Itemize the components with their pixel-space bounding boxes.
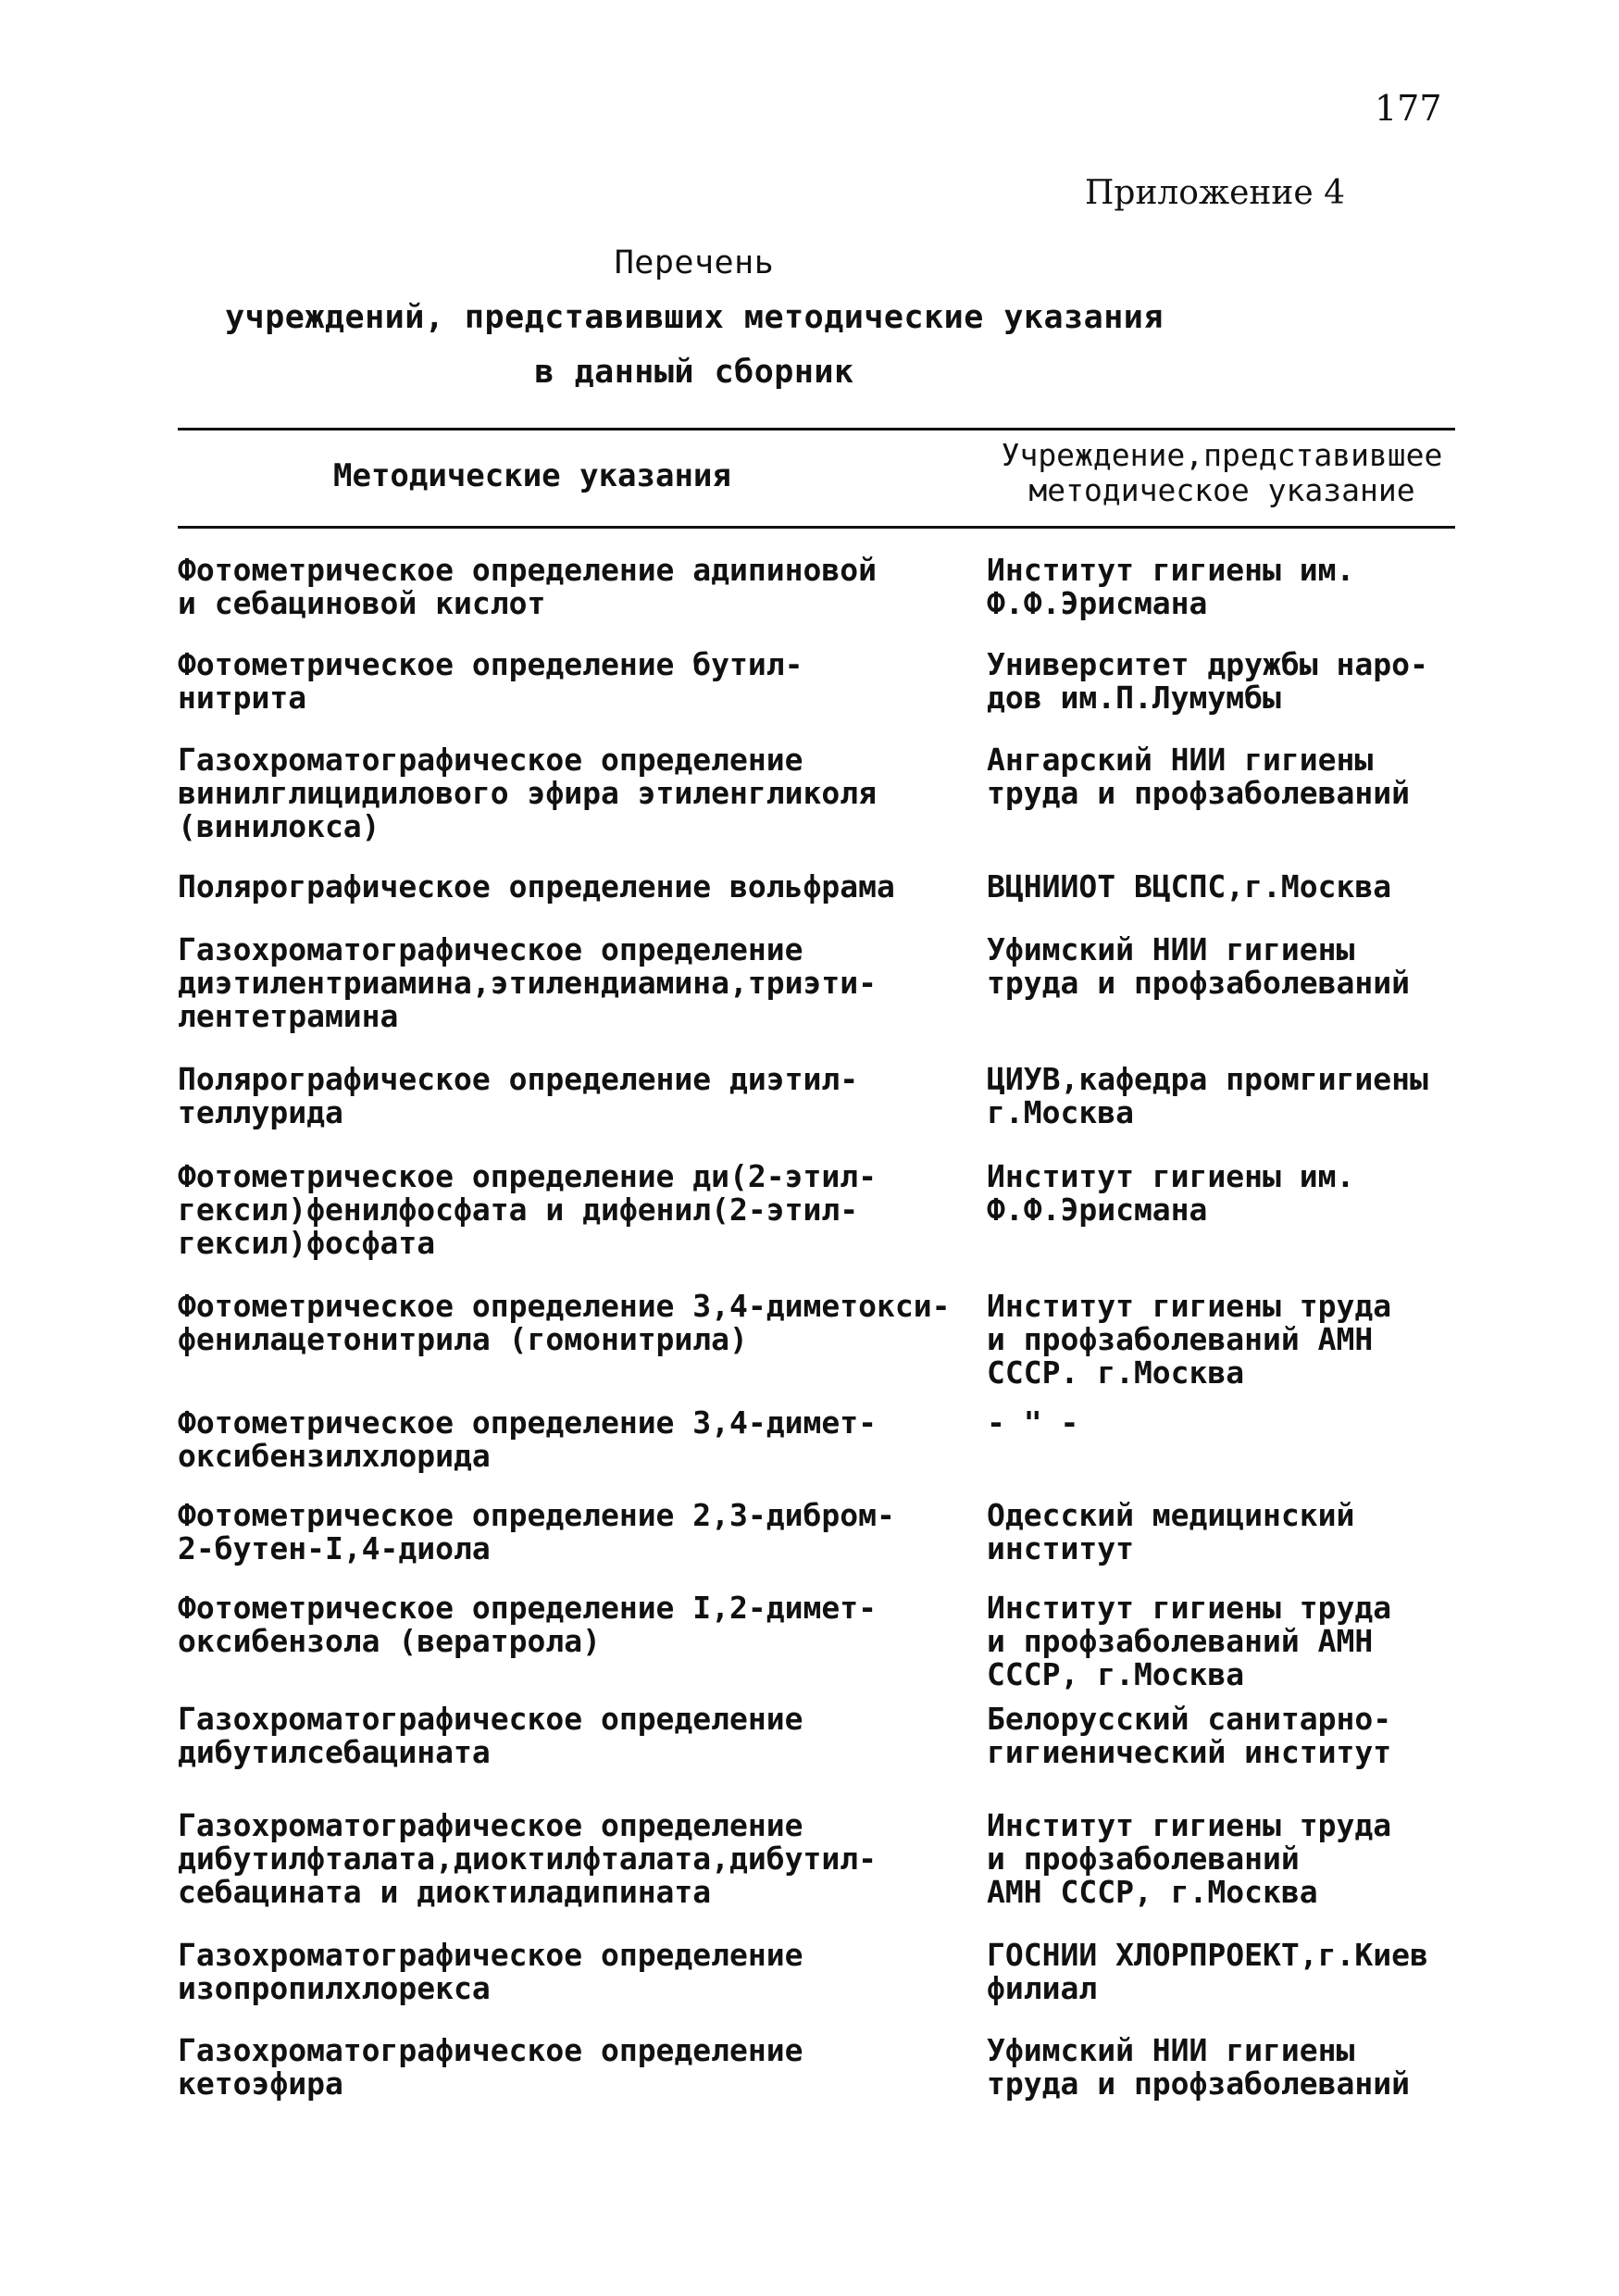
table-row (178, 1406, 1464, 1499)
institution-cell: Институт гигиены им. Ф.Ф.Эрисмана (987, 552, 1355, 621)
table-row (178, 1063, 1464, 1160)
table-row (178, 648, 1464, 743)
column-header-institution (981, 438, 1463, 508)
table-row (178, 2034, 1464, 2108)
table-row (178, 1160, 1464, 1290)
institution-cell: Институт гигиены труда и профзаболеваний АМН СССР, г.Москва (987, 1590, 1392, 1692)
table-row (178, 870, 1464, 933)
method-cell: Газохроматографическое определение кетоэфира (178, 2032, 803, 2102)
table-header-rule (178, 526, 1455, 529)
title-line-1: Перечень (614, 244, 775, 281)
method-cell: Газохроматографическое определение винилглицидилового эфира этиленгликоля (винилокса) (178, 742, 877, 844)
method-cell: Фотометрическое определение 2,3-дибром- 2-бутен-I,4-диола (178, 1497, 895, 1566)
institution-cell: Университет дружбы наро- дов им.П.Лумумбы (987, 646, 1428, 716)
method-cell: Полярографическое определение диэтил- теллурида (178, 1061, 859, 1130)
title-line-2: учреждений, представивших методические указания (225, 299, 1164, 336)
document-title (139, 236, 1250, 400)
method-cell: Фотометрическое определение I,2-димет- оксибензола (вератрола) (178, 1590, 877, 1659)
institution-cell: - " - (987, 1404, 1079, 1441)
institution-cell: Институт гигиены труда и профзаболеваний АМН СССР, г.Москва (987, 1807, 1392, 1910)
method-cell: Полярографическое определение вольфрама (178, 868, 895, 905)
table-row (178, 554, 1464, 648)
method-cell: Фотометрическое определение адипиновой и себациновой кислот (178, 552, 877, 621)
institution-cell: Белорусский санитарно- гигиенический институт (987, 1701, 1392, 1770)
column-header-institution-line-2: методическое указание (1028, 472, 1415, 508)
table-row (178, 1809, 1464, 1939)
institution-cell: ГОСНИИ ХЛОРПРОЕКТ,г.Киев филиал (987, 1937, 1428, 2006)
institution-cell: Уфимский НИИ гигиены труда и профзаболеваний (987, 2032, 1410, 2102)
table-row (178, 743, 1464, 870)
title-line-3: в данный сборник (534, 354, 854, 391)
table-row (178, 1939, 1464, 2034)
institution-cell: Одесский медицинский институт (987, 1497, 1355, 1566)
page-number: 177 (1375, 88, 1442, 129)
table-row (178, 1703, 1464, 1809)
method-cell: Фотометрическое определение бутил- нитрита (178, 646, 803, 716)
method-cell: Фотометрическое определение ди(2-этил- гексил)фенилфосфата и дифенил(2-этил- гексил)фосфата (178, 1158, 877, 1261)
table-row (178, 1591, 1464, 1703)
column-header-institution-line-1: Учреждение,представившее (1001, 437, 1443, 473)
institution-cell: Уфимский НИИ гигиены труда и профзаболеваний (987, 931, 1410, 1001)
institution-cell: Институт гигиены им. Ф.Ф.Эрисмана (987, 1158, 1355, 1228)
table-body (178, 554, 1464, 2108)
method-cell: Газохроматографическое определение изопропилхлорекса (178, 1937, 803, 2006)
institution-cell: ЦИУВ,кафедра промгигиены г.Москва (987, 1061, 1428, 1130)
method-cell: Газохроматографическое определение дибутилсебацината (178, 1701, 803, 1770)
table-row (178, 1290, 1464, 1406)
institution-cell: Ангарский НИИ гигиены труда и профзаболеваний (987, 742, 1410, 811)
column-header-methods: Методические указания (333, 457, 731, 494)
method-cell: Фотометрическое определение 3,4-диметокси- фенилацетонитрила (гомонитрила) (178, 1288, 951, 1357)
method-cell: Газохроматографическое определение диэтилентриамина,этилендиамина,триэти- лентетрамина (178, 931, 877, 1034)
table-row (178, 1499, 1464, 1591)
method-cell: Фотометрическое определение 3,4-димет- оксибензилхлорида (178, 1404, 877, 1474)
method-cell: Газохроматографическое определение дибутилфталата,диоктилфталата,дибутил- себацината и диоктиладипината (178, 1807, 877, 1910)
table-top-rule (178, 428, 1455, 430)
institution-cell: Институт гигиены труда и профзаболеваний АМН СССР. г.Москва (987, 1288, 1392, 1391)
institution-cell: ВЦНИИОТ ВЦСПС,г.Москва (987, 868, 1392, 905)
table-row (178, 933, 1464, 1063)
appendix-label: Приложение 4 (1085, 174, 1346, 212)
